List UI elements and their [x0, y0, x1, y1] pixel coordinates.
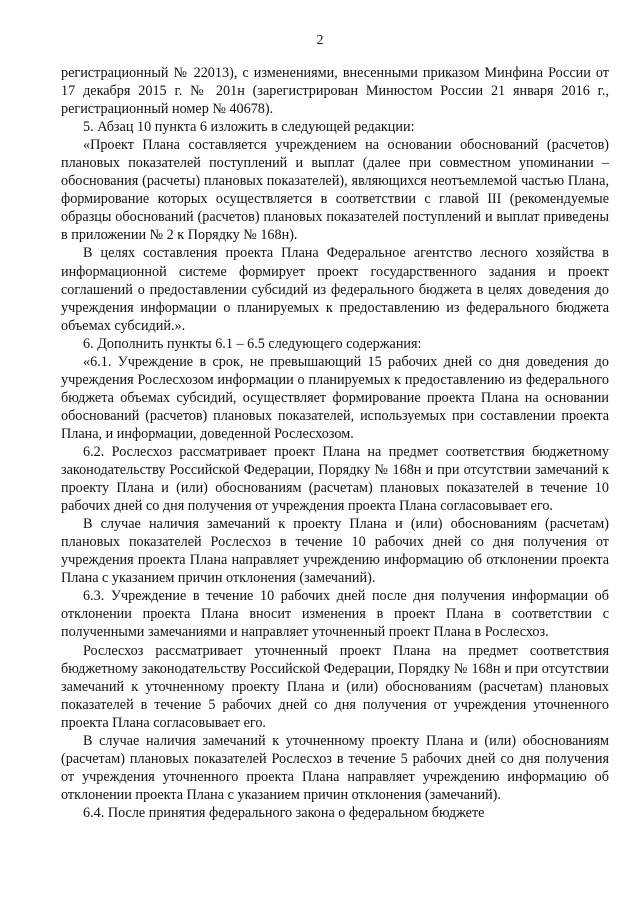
paragraph-6-2: 6.2. Рослесхоз рассматривает проект Плана на предмет соответствия бюджетному законодательству Российской Федерации, Порядку № 168н и при отсутствии замечаний к проекту Плана и (или) обоснованиям (расчетам) плановых показателей в течение 10 рабочих дней со дня получения от учреждения проекта Плана согласовывает его.	[61, 443, 609, 515]
paragraph-forestry-agency: В целях составления проекта Плана Федеральное агентство лесного хозяйства в информационной системе формирует проект государственного задания и проект соглашений о предоставлении субсидий из федерального бюджета в целях доведения до учреждения информации о планируемых к предоставлению из федерального бюджета объемах субсидий.».	[61, 245, 609, 334]
paragraph-6-3: 6.3. Учреждение в течение 10 рабочих дней после дня получения информации об отклонении проекта Плана вносит изменения в проект Плана в соответствии с полученными замечаниями и направляет уточненный проект Плана в Рослесхоз.	[61, 588, 609, 641]
page-number: 2	[316, 33, 324, 48]
document-body	[61, 64, 609, 822]
paragraph-plan-draft: «Проект Плана составляется учреждением на основании обоснований (расчетов) плановых показателей поступлений и выплат (далее при совместном упоминании – обоснования (расчеты) плановых показателей), являющихся неотъемлемой частью Плана, формирование которых осуществляется в соответствии с главой III (рекомендуемые образцы обоснований (расчетов) плановых показателей поступлений и выплат приведены в приложении № 2 к Порядку № 168н).	[61, 137, 609, 244]
paragraph-item-6: 6. Дополнить пункты 6.1 – 6.5 следующего содержания:	[83, 335, 422, 352]
paragraph-item-5: 5. Абзац 10 пункта 6 изложить в следующей редакции:	[83, 119, 415, 136]
paragraph-6-1: «6.1. Учреждение в срок, не превышающий 15 рабочих дней со дня доведения до учреждения Рослесхозом информации о планируемых к предоставлению из федерального бюджета объемах субсидий, осуществляет формирование проекта Плана на основании обоснований (расчетов) плановых показателей, используемых при составлении проекта Плана, и информации, доведенной Рослесхозом.	[61, 353, 609, 442]
paragraph-6-4: 6.4. После принятия федерального закона о федеральном бюджете	[83, 804, 485, 821]
paragraph-6-3-review: Рослесхоз рассматривает уточненный проект Плана на предмет соответствия бюджетному законодательству Российской Федерации, Порядку № 168н и при отсутствии замечаний к уточненному проекту Плана и (или) обоснованиям (расчетам) плановых показателей в течение 5 рабочих дней со дня получения от учреждения уточненного проекта Плана согласовывает его.	[61, 642, 609, 731]
paragraph-6-3-remarks: В случае наличия замечаний к уточненному проекту Плана и (или) обоснованиям (расчетам) плановых показателей Рослесхоз в течение 5 рабочих дней со дня получения от учреждения уточненного проекта Плана направляет учреждению информацию об отклонении проекта Плана с указанием причин отклонения (замечаний).	[61, 732, 609, 803]
paragraph-continuation: регистрационный № 22013), с изменениями, внесенными приказом Минфина России от 17 декабря 2015 г. № 201н (зарегистрирован Минюстом России 21 января 2016 г., регистрационный номер № 40678).	[61, 65, 609, 118]
paragraph-6-2-remarks: В случае наличия замечаний к проекту Плана и (или) обоснованиям (расчетам) плановых показателей Рослесхоз в течение 10 рабочих дней со дня получения от учреждения проекта Плана направляет учреждению информацию об отклонении проекта Плана с указанием причин отклонения (замечаний).	[61, 516, 609, 587]
